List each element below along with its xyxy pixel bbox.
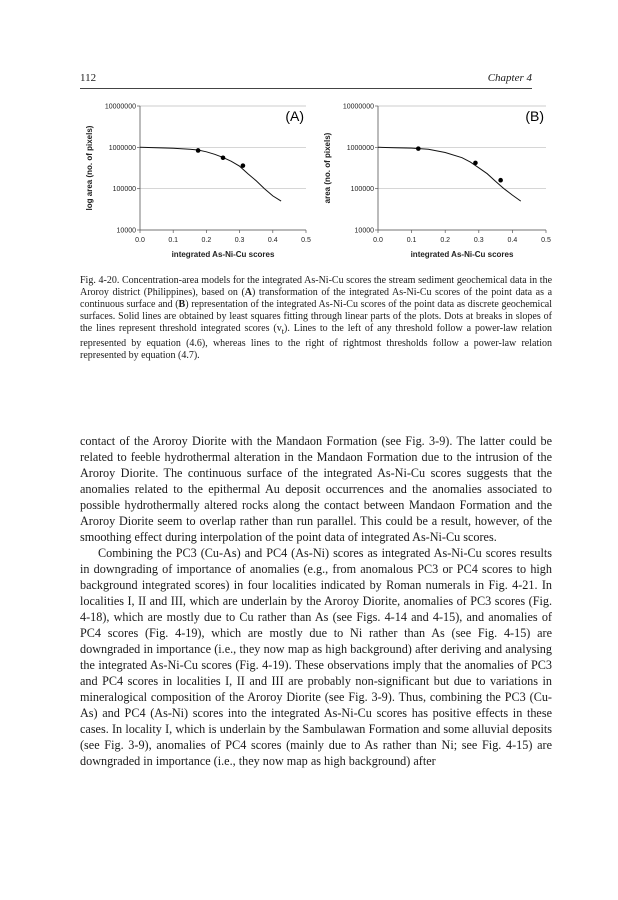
body-text (80, 433, 552, 769)
series-line (378, 147, 521, 201)
x-tick-label: 0.2 (440, 237, 451, 244)
paragraph-1: contact of the Aroroy Diorite with the Mandaon Formation (see Fig. 3-9). The latter could be related to feeble hydrothermal alteration in the Mandaon Formation due to the intrusion of the Aroroy Diorite. The continuous surface of the integrated As-Ni-Cu scores suggests that the anomalies related to the epithermal Au deposit occurrences and the anomalies associated to possible hydrothermally altered rocks along the contact between Mandaon Formation and the Aroroy Diorite seem to overlap rather than run parallel. This could be a result, however, of the smoothing effect during interpolation of the point data of integrated As-Ni-Cu scores. (80, 434, 552, 544)
x-tick-label: 0.0 (373, 237, 383, 244)
caption-text-4: ). Lines to the left of any threshold follow a power-law relation represented by equation (4.6), whereas lines to the right of rightmost thresholds follow a power-law relation represented by equation (4.7). (80, 323, 552, 361)
chart-panel-2 (323, 104, 551, 260)
x-tick-label: 0.4 (267, 237, 278, 244)
x-tick-label: 0.1 (406, 237, 417, 244)
caption-text-1: Concentration-area models for the integrated As-Ni-Cu scores the stream sediment geochemical data in the Aroroy district (Philippines), based on ( (80, 275, 553, 298)
x-tick-label: 0.5 (301, 237, 311, 244)
caption-bold-b: B (178, 299, 186, 310)
paragraph-2: Combining the PC3 (Cu-As) and PC4 (As-Ni) scores as integrated As-Ni-Cu scores results in downgrading of importance of anomalies (e.g., from anomalous PC3 or PC4 scores to high background integrated scores) in four localities indicated by Roman numerals in Fig. 4-21. In localities I, II and III, which are underlain by the Aroroy Diorite, anomalies of PC3 scores (Fig. 4-18), which are mostly due to Cu rather than As (see Figs. 4-14 and 4-15), and anomalies of PC4 scores (Fig. 4-19), which are mostly due to Ni rather than As (see Fig. 4-15) are downgraded in importance (i.e., they now map as high background) after deriving and analysing the integrated As-Ni-Cu scores (Fig. 4-19). These observations imply that the anomalies of PC3 and PC4 scores in localities I, II and III are probably non-significant but due to variations in mineralogical composition of the Aroroy Diorite (see Fig. 3-9). Thus, combining the PC3 (Cu-As) and PC4 (As-Ni) scores into the integrated As-Ni-Cu scores has positive effects in these cases. In locality I, which is underlain by the Sambulawan Formation and some alluvial deposits (see Fig. 3-9), anomalies of PC4 scores (mainly due to As rather than Ni; see Fig. 4-15) are downgraded in importance (i.e., they now map as high background) after (80, 546, 552, 768)
caption-text-2: ) transformation of the integrated As-Ni-Cu scores of the point data as a continuous surface and ( (80, 287, 553, 310)
header-rule (80, 88, 532, 89)
caption-text-3: ) representation of the integrated As-Ni-Cu scores of the point data as discrete geochemical surfaces. Solid lines are obtained by least squares fitting through linear parts of the plots. Dots at breaks in slopes of the lines represent threshold integrated scores (v (80, 299, 552, 334)
y-tick-label: 100000 (350, 186, 374, 194)
threshold-point (221, 155, 226, 160)
y-tick-label: 10000000 (342, 103, 374, 111)
running-header-chapter: Chapter 4 (487, 72, 532, 84)
x-axis-label: integrated As-Ni-Cu scores (410, 250, 514, 259)
threshold-point (196, 148, 201, 153)
x-tick-label: 0.3 (473, 237, 484, 244)
y-tick-label: 10000 (354, 227, 374, 235)
y-tick-label: 100000 (112, 186, 136, 194)
y-tick-label: 1000000 (108, 144, 136, 152)
x-axis-label: integrated As-Ni-Cu scores (171, 250, 275, 259)
x-tick-label: 0.4 (507, 237, 518, 244)
y-tick-label: 10000 (116, 227, 136, 235)
x-tick-label: 0.2 (201, 237, 212, 244)
concentration-area-charts (76, 94, 556, 270)
series-line (140, 147, 281, 201)
x-tick-label: 0.3 (234, 237, 245, 244)
y-tick-label: 10000000 (104, 103, 136, 111)
y-axis-label: log area (no. of pixels) (85, 125, 94, 211)
chart-panel-1 (85, 104, 311, 260)
threshold-point (473, 161, 478, 166)
panel-label: (A) (285, 108, 304, 124)
panel-label: (B) (525, 108, 544, 124)
x-tick-label: 0.5 (541, 237, 551, 244)
figure-4-20 (76, 94, 556, 270)
caption-label: Fig. 4-20. (80, 275, 120, 286)
page-number: 112 (80, 72, 97, 84)
threshold-point (416, 146, 421, 151)
threshold-point (241, 163, 246, 168)
x-tick-label: 0.1 (168, 237, 179, 244)
caption-bold-a: A (244, 287, 253, 298)
y-axis-label: area (no. of pixels) (323, 132, 332, 204)
y-tick-label: 1000000 (346, 144, 374, 152)
x-tick-label: 0.0 (135, 237, 145, 244)
threshold-point (498, 178, 503, 183)
figure-caption (80, 275, 552, 362)
caption-subscript: t (281, 327, 285, 336)
